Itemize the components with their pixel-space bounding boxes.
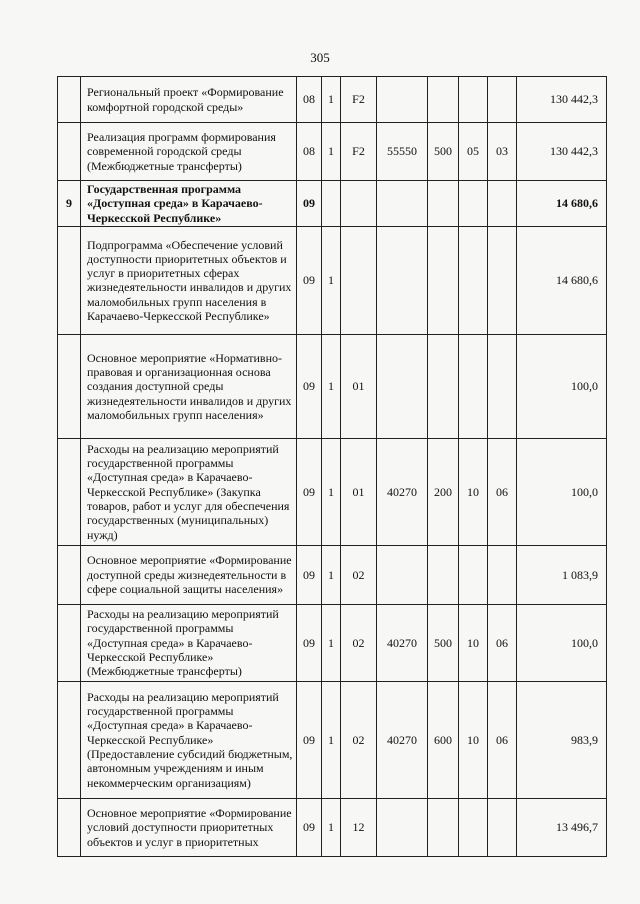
code-subsection <box>488 181 517 227</box>
row-number <box>58 334 81 438</box>
code-expense-type: 600 <box>428 681 459 798</box>
code-chapter <box>459 181 488 227</box>
code-section: 09 <box>297 181 322 227</box>
code-subsection <box>488 545 517 604</box>
code-subsection: 06 <box>488 604 517 681</box>
code-expense-type: 200 <box>428 438 459 545</box>
row-amount: 14 680,6 <box>517 226 607 334</box>
table-row <box>58 604 607 681</box>
table-row <box>58 226 607 334</box>
code-subsection <box>488 334 517 438</box>
code-event: F2 <box>341 77 377 123</box>
code-chapter: 10 <box>459 604 488 681</box>
code-event: 02 <box>341 545 377 604</box>
code-subprogram: 1 <box>322 77 341 123</box>
code-chapter <box>459 226 488 334</box>
code-expense-type <box>428 77 459 123</box>
code-subsection <box>488 798 517 856</box>
code-chapter: 10 <box>459 681 488 798</box>
code-chapter <box>459 798 488 856</box>
code-section: 09 <box>297 334 322 438</box>
code-chapter <box>459 545 488 604</box>
table-row <box>58 77 607 123</box>
code-event: 12 <box>341 798 377 856</box>
code-subprogram: 1 <box>322 681 341 798</box>
code-event: 02 <box>341 604 377 681</box>
row-name: Основное мероприятие «Формирование доступной среды жизнедеятельности в сфере социальной защиты населения» <box>81 545 297 604</box>
code-section: 08 <box>297 77 322 123</box>
row-number <box>58 545 81 604</box>
code-expense-type: 500 <box>428 123 459 181</box>
code-subsection <box>488 77 517 123</box>
row-name: Расходы на реализацию мероприятий государственной программы «Доступная среда» в Карачаево-Черкесской Республике» (Предоставление субсидий бюджетным, автономным учреждениям и иным некоммерческим организациям) <box>81 681 297 798</box>
code-direction: 40270 <box>377 438 428 545</box>
code-event: 01 <box>341 334 377 438</box>
code-direction <box>377 181 428 227</box>
row-number <box>58 681 81 798</box>
table-row <box>58 334 607 438</box>
budget-table <box>57 76 607 857</box>
code-direction: 40270 <box>377 604 428 681</box>
row-amount: 130 442,3 <box>517 77 607 123</box>
row-number <box>58 604 81 681</box>
code-section: 09 <box>297 545 322 604</box>
code-subprogram: 1 <box>322 545 341 604</box>
code-event: F2 <box>341 123 377 181</box>
code-chapter: 05 <box>459 123 488 181</box>
code-subsection: 06 <box>488 438 517 545</box>
code-direction: 40270 <box>377 681 428 798</box>
row-amount: 14 680,6 <box>517 181 607 227</box>
row-amount: 1 083,9 <box>517 545 607 604</box>
code-direction <box>377 334 428 438</box>
code-direction: 55550 <box>377 123 428 181</box>
row-name: Реализация программ формирования современной городской среды (Межбюджетные трансферты) <box>81 123 297 181</box>
row-number <box>58 226 81 334</box>
code-event: 01 <box>341 438 377 545</box>
row-number: 9 <box>58 181 81 227</box>
table-row <box>58 438 607 545</box>
code-section: 09 <box>297 438 322 545</box>
row-name: Региональный проект «Формирование комфортной городской среды» <box>81 77 297 123</box>
code-section: 09 <box>297 681 322 798</box>
code-direction <box>377 77 428 123</box>
row-amount: 100,0 <box>517 438 607 545</box>
code-subsection: 06 <box>488 681 517 798</box>
table-row <box>58 681 607 798</box>
table-row <box>58 798 607 856</box>
table-row <box>58 123 607 181</box>
code-event: 02 <box>341 681 377 798</box>
row-number <box>58 798 81 856</box>
code-section: 09 <box>297 604 322 681</box>
code-section: 09 <box>297 226 322 334</box>
row-name: Расходы на реализацию мероприятий государственной программы «Доступная среда» в Карачаево-Черкесской Республике» (Межбюджетные трансферты) <box>81 604 297 681</box>
page-number: 305 <box>310 50 330 65</box>
code-chapter <box>459 77 488 123</box>
code-direction <box>377 545 428 604</box>
code-section: 09 <box>297 798 322 856</box>
code-chapter <box>459 334 488 438</box>
row-name: Основное мероприятие «Нормативно-правовая и организационная основа создания доступной среды жизнедеятельности инвалидов и других маломобильных групп населения» <box>81 334 297 438</box>
code-section: 08 <box>297 123 322 181</box>
code-expense-type <box>428 545 459 604</box>
code-event <box>341 226 377 334</box>
row-number <box>58 438 81 545</box>
code-event <box>341 181 377 227</box>
code-subsection <box>488 226 517 334</box>
table-row <box>58 545 607 604</box>
row-name: Основное мероприятие «Формирование условий доступности приоритетных объектов и услуг в приоритетных <box>81 798 297 856</box>
code-expense-type: 500 <box>428 604 459 681</box>
code-subprogram: 1 <box>322 123 341 181</box>
row-amount: 983,9 <box>517 681 607 798</box>
code-subprogram <box>322 181 341 227</box>
row-name: Подпрограмма «Обеспечение условий доступности приоритетных объектов и услуг в приоритетных сферах жизнедеятельности инвалидов и других маломобильных групп населения в Карачаево-Черкесской Республике» <box>81 226 297 334</box>
code-subprogram: 1 <box>322 798 341 856</box>
code-subprogram: 1 <box>322 226 341 334</box>
row-name: Государственная программа «Доступная среда» в Карачаево-Черкесской Республике» <box>81 181 297 227</box>
code-subprogram: 1 <box>322 334 341 438</box>
row-number <box>58 123 81 181</box>
code-subsection: 03 <box>488 123 517 181</box>
code-chapter: 10 <box>459 438 488 545</box>
code-expense-type <box>428 798 459 856</box>
table-body <box>58 77 607 857</box>
code-subprogram: 1 <box>322 438 341 545</box>
row-number <box>58 77 81 123</box>
table-row <box>58 181 607 227</box>
row-amount: 100,0 <box>517 334 607 438</box>
row-amount: 13 496,7 <box>517 798 607 856</box>
code-expense-type <box>428 226 459 334</box>
code-expense-type <box>428 334 459 438</box>
row-amount: 100,0 <box>517 604 607 681</box>
code-direction <box>377 798 428 856</box>
row-name: Расходы на реализацию мероприятий государственной программы «Доступная среда» в Карачаево-Черкесской Республике» (Закупка товаров, работ и услуг для обеспечения государственных (муниципальных) нужд) <box>81 438 297 545</box>
code-direction <box>377 226 428 334</box>
code-expense-type <box>428 181 459 227</box>
row-amount: 130 442,3 <box>517 123 607 181</box>
code-subprogram: 1 <box>322 604 341 681</box>
